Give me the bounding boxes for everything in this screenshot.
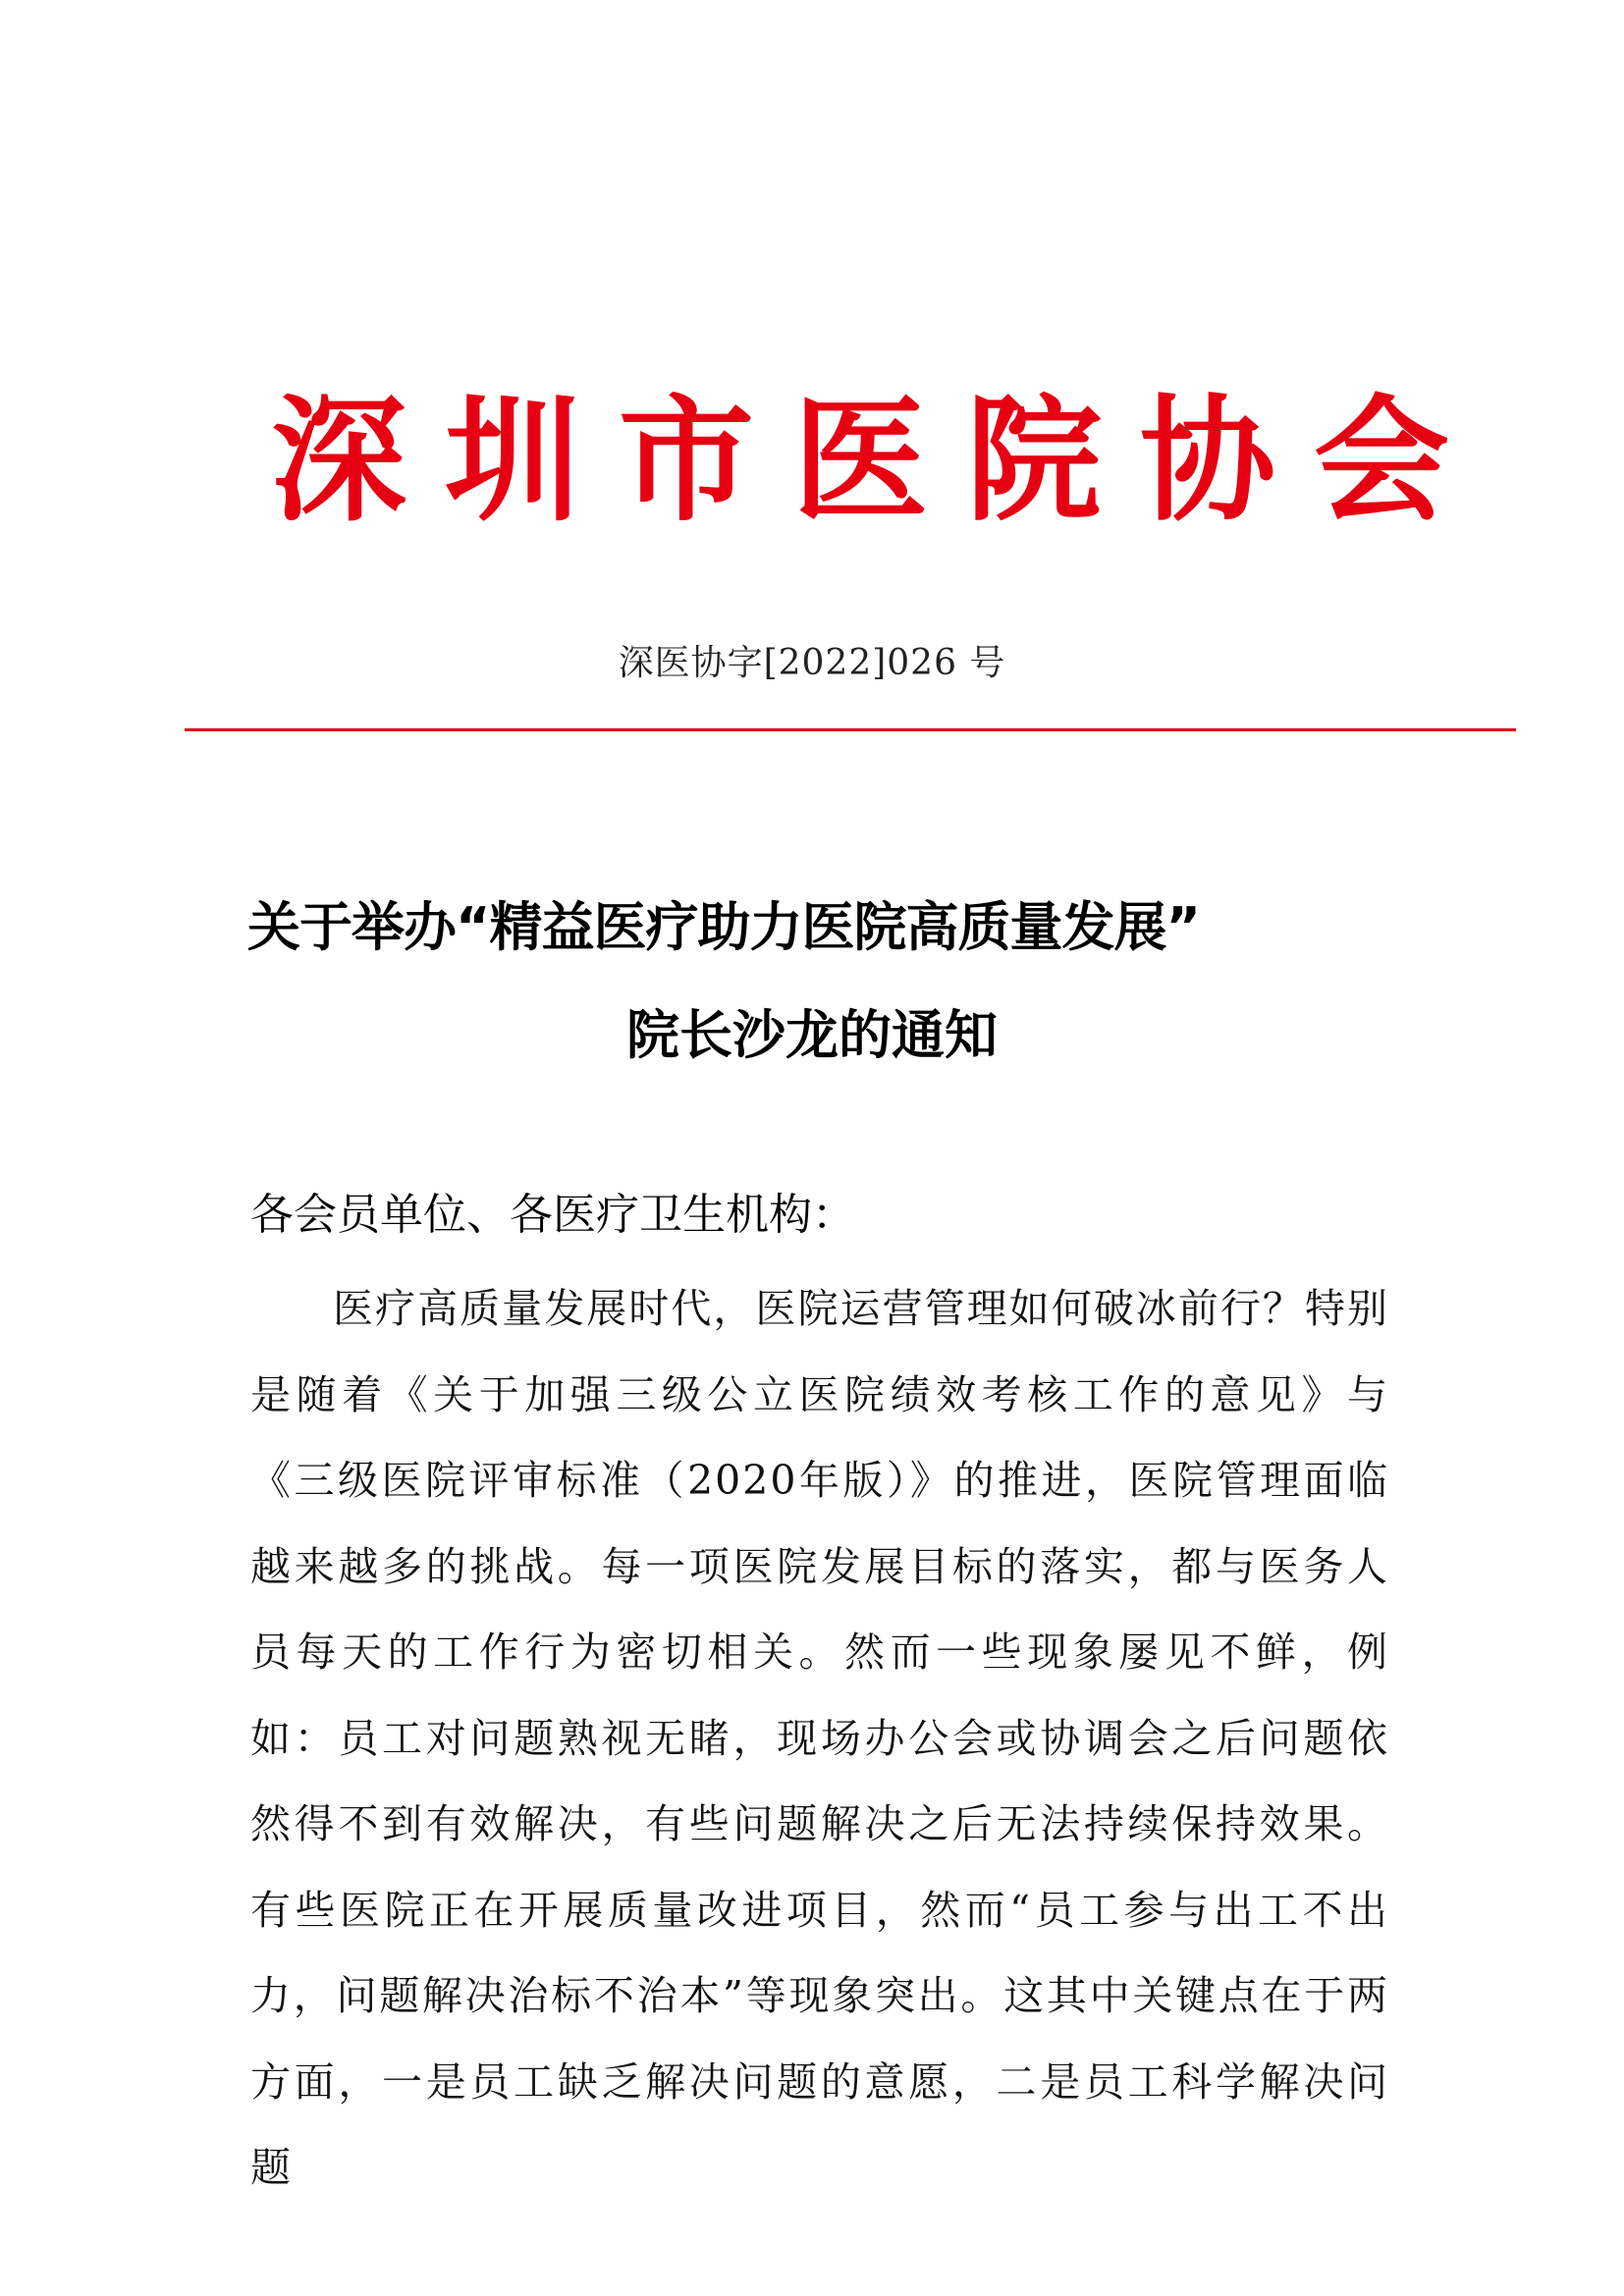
document-number: 深医协字[2022]026 号 — [618, 643, 1006, 683]
organization-name-char: 圳 — [444, 382, 580, 540]
notice-title — [0, 874, 1624, 1090]
notice-title-line-2: 院长沙龙的通知 — [626, 1004, 998, 1066]
organization-name-char: 市 — [618, 382, 754, 540]
notice-title-line-1: 关于举办“精益医疗助力医院高质量发展” — [247, 896, 1200, 958]
organization-name-char: 协 — [1139, 382, 1275, 540]
organization-name — [0, 378, 1624, 545]
organization-name-char: 院 — [965, 382, 1102, 540]
body-paragraph: 医疗高质量发展时代，医院运营管理如何破冰前行？特别是随着《关于加强三级公立医院绩效考核工作的意见》与《三级医院评审标准（2020年版）》的推进，医院管理面临越来越多的挑战。每一项医院发展目标的落实，都与医务人员每天的工作行为密切相关。然而一些现象屡见不鲜，例如：员工对问题熟视无睹，现场办公会或协调会之后问题依然得不到有效解决，有些问题解决之后无法持续保持效果。有些医院正在开展质量改进项目，然而“员工参与出工不出力，问题解决治标不治本”等现象突出。这其中关键点在于两方面，一是员工缺乏解决问题的意愿，二是员工科学解决问题 — [250, 1285, 1389, 2191]
header-divider — [185, 728, 1516, 731]
organization-name-char: 医 — [791, 382, 928, 540]
organization-name-char: 深 — [270, 382, 406, 540]
organization-name-char: 会 — [1313, 382, 1449, 540]
salutation: 各会员单位、各医疗卫生机构： — [250, 1190, 855, 1240]
